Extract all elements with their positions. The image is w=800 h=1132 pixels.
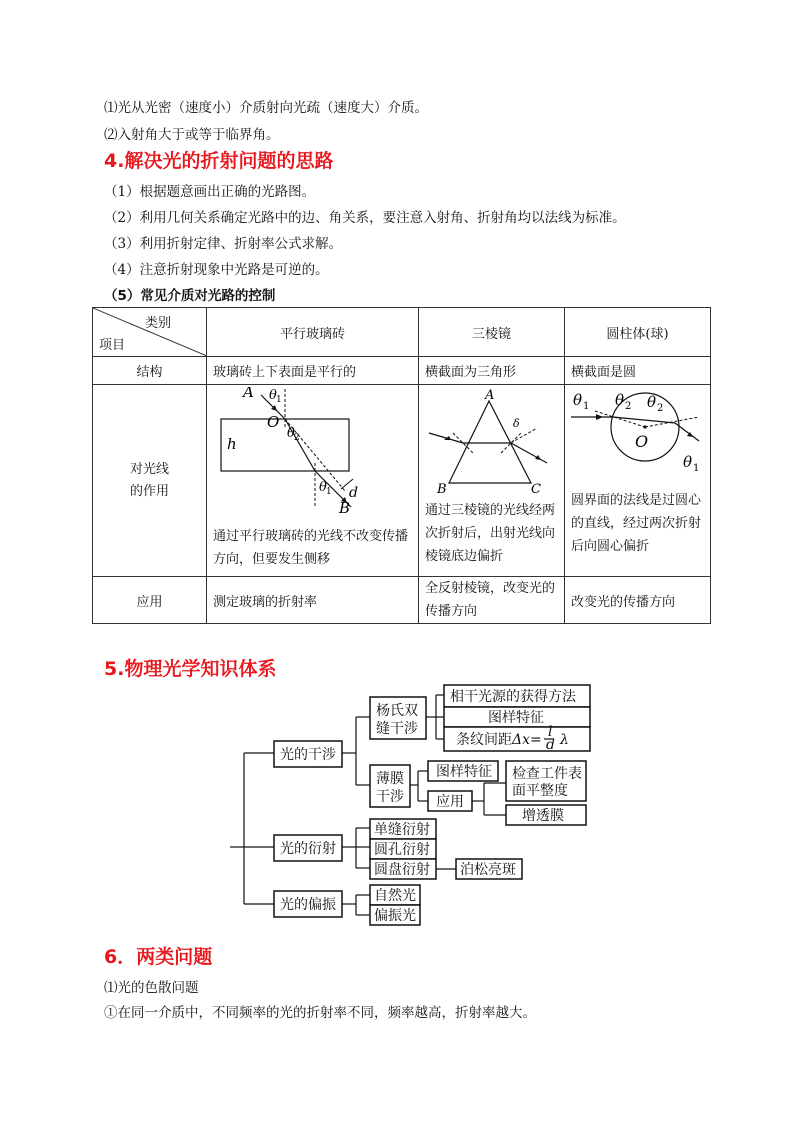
table-header-row [93, 308, 711, 357]
theta-1-label: θ [683, 453, 693, 471]
row-label-line: 的作用 [129, 483, 169, 499]
table-cell: 玻璃砖上下表面是平行的 [207, 357, 419, 385]
row-label: 应用 [93, 577, 207, 624]
node-label: 应用 [436, 794, 464, 810]
theta-1-label: θ [319, 480, 327, 495]
node-label: 光的偏振 [280, 897, 336, 913]
table-cell-text: 圆界面的法线是过圆心的直线，经过两次折射后向圆心偏折 [571, 493, 702, 554]
table-cell: 改变光的传播方向 [565, 577, 711, 624]
table-cell [419, 385, 565, 577]
table-row [93, 385, 711, 577]
formula-numerator: l [548, 724, 553, 740]
glass-slab-diagram [213, 387, 413, 515]
theta-1-label: θ [573, 391, 583, 409]
paragraph-line: ⑴光的色散问题 [104, 980, 199, 996]
prism-diagram [425, 387, 559, 495]
list-item: （3）利用折射定律、折射率公式求解。 [104, 236, 343, 252]
theta-2-label: θ [287, 426, 295, 441]
ray-arrow [596, 414, 603, 420]
node-label: 增透膜 [522, 808, 564, 824]
table-cell [565, 385, 711, 577]
node-label: 缝干涉 [376, 721, 418, 737]
node-label: 单缝衍射 [374, 822, 430, 838]
node-label: 光的干涉 [280, 747, 336, 763]
extension-line [511, 428, 537, 443]
node-label: 自然光 [374, 888, 416, 904]
table-cell: 横截面为三角形 [419, 357, 565, 385]
node-label: 偏振光 [374, 908, 416, 924]
header-category: 类别 [145, 316, 172, 331]
section-heading: 6．两类问题 [104, 946, 213, 968]
paragraph-line: ①在同一介质中，不同频率的光的折射率不同，频率越高，折射率越大。 [104, 1005, 536, 1021]
delta-label: δ [513, 417, 520, 430]
column-header: 三棱镜 [419, 308, 565, 357]
label-c: C [531, 482, 541, 495]
subscript: 1 [326, 487, 332, 497]
label-a: A [243, 387, 254, 401]
row-label: 结构 [93, 357, 207, 385]
label-a: A [485, 388, 495, 403]
table-cell-text: 通过平行玻璃砖的光线不改变传播方向，但要发生侧移 [213, 529, 409, 567]
normal-line [645, 417, 699, 427]
label-d: d [349, 485, 358, 501]
section-heading: 4.解决光的折射问题的思路 [104, 150, 334, 172]
node-label: 干涉 [376, 789, 404, 805]
table-row [93, 577, 711, 624]
table-row [93, 357, 711, 385]
table-cell: 全反射棱镜，改变光的传播方向 [419, 577, 565, 624]
table-cell: 测定玻璃的折射率 [207, 577, 419, 624]
section-heading: 5.物理光学知识体系 [104, 658, 277, 680]
label-b: B [437, 482, 447, 495]
formula-lambda: λ [560, 732, 569, 748]
column-header: 平行玻璃砖 [207, 308, 419, 357]
label-o: O [267, 413, 280, 431]
subscript: 2 [625, 401, 632, 412]
node-label: 薄膜 [376, 771, 404, 787]
circle-diagram [571, 387, 705, 479]
node-label: 杨氏双 [376, 703, 418, 719]
node-label: 面平整度 [512, 783, 568, 799]
internal-ray [613, 417, 675, 423]
node-label: 光的衍射 [280, 841, 336, 857]
paragraph-line: ⑴光从光密（速度小）介质射向光疏（速度大）介质。 [104, 100, 428, 116]
label-h: h [227, 435, 237, 453]
table-cell-text: 通过三棱镜的光线经两次折射后，出射光线向棱镜底边偏折 [425, 503, 556, 564]
node-label: 条纹间距 [456, 732, 512, 748]
theta-1-label: θ [269, 388, 277, 403]
node-label: 图样特征 [436, 764, 492, 780]
node-label: 相干光源的获得方法 [450, 689, 576, 705]
subscript: 1 [583, 401, 590, 412]
label-b: B [339, 499, 351, 515]
theta-2-label: θ [647, 393, 657, 411]
subscript: 2 [657, 403, 664, 414]
row-label [93, 385, 207, 577]
paragraph-line: ⑵入射角大于或等于临界角。 [104, 127, 280, 143]
table-cell [207, 385, 419, 577]
list-item: （1）根据题意画出正确的光路图。 [104, 184, 316, 200]
node-label: 图样特征 [488, 710, 544, 726]
formula-denominator: d [546, 737, 555, 753]
diagonal-header-cell [93, 308, 207, 357]
header-item: 项目 [99, 338, 126, 353]
list-item: （2）利用几何关系确定光路中的边、角关系，要注意入射角、折射角均以法线为标准。 [104, 210, 626, 226]
comparison-table [92, 307, 711, 624]
node-label: 圆盘衍射 [374, 862, 430, 878]
column-header: 圆柱体(球) [565, 308, 711, 357]
knowledge-mindmap [230, 683, 600, 933]
node-label: 检查工件表 [512, 766, 582, 782]
table-cell: 横截面是圆 [565, 357, 711, 385]
formula-label: Δx= [512, 732, 542, 748]
subscript: 1 [276, 395, 282, 405]
list-item: （4）注意折射现象中光路是可逆的。 [104, 262, 329, 278]
node-label: 泊松亮斑 [460, 862, 516, 878]
node-label: 圆孔衍射 [374, 842, 430, 858]
row-label-line: 对光线 [129, 461, 169, 477]
center-point [643, 425, 646, 428]
sub-heading: （5）常见介质对光路的控制 [104, 288, 276, 304]
subscript: 1 [693, 463, 700, 474]
subscript: 2 [294, 433, 300, 443]
emergent-ray [511, 443, 547, 463]
label-o: O [635, 432, 649, 451]
theta-2-label: θ [615, 391, 625, 409]
